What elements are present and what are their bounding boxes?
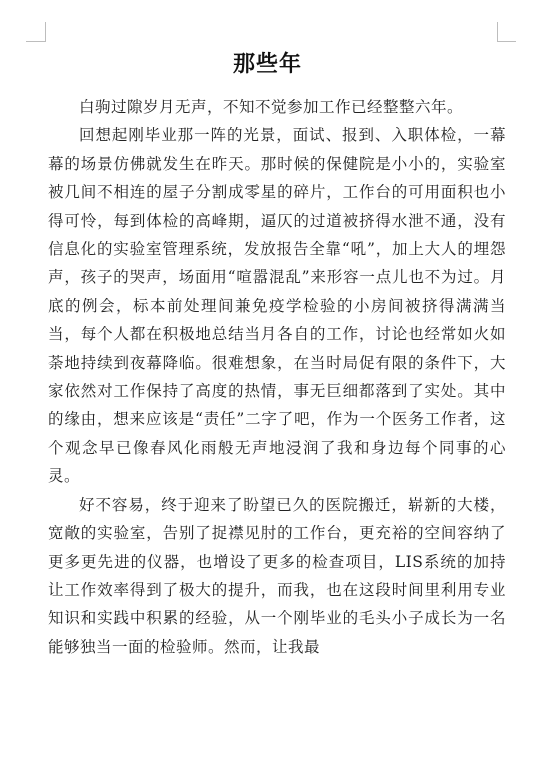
paragraph-1: 白驹过隙岁月无声，不知不觉参加工作已经整整六年。 xyxy=(79,98,464,116)
crop-mark-top-left-vertical xyxy=(45,22,46,42)
paragraph-2: 回想起刚毕业那一阵的光景，面试、报到、入职体检，一幕幕的场景仿佛就发生在昨天。那时候的保健院是小小的，实验室被几间不相连的屋子分割成零星的碎片，工作台的可用面积也小得可怜，每到体检的高峰期，逼仄的过道被挤得水泄不通，没有信息化的实验室管理系统，发放报告全靠“吼”，加上大人的埋怨声，孩子的哭声，场面用“喧嚣混乱”来形容一点儿也不为过。月底的例会，标本前处理间兼免疫学检验的小房间被挤得满满当当，每个人都在积极地总结当月各自的工作，讨论也经常如火如荼地持续到夜幕降临。很难想象，在当时局促有限的条件下，大家依然对工作保持了高度的热情，事无巨细都落到了实处。其中的缘由，想来应该是“责任”二字了吧，作为一个医务工作者，这个观念早已像春风化雨般无声地浸润了我和身边每个同事的心灵。 xyxy=(48,126,506,486)
paragraph-3: 好不容易，终于迎来了盼望已久的医院搬迁，崭新的大楼，宽敞的实验室，告别了捉襟见肘的工作台，更充裕的空间容纳了更多更先进的仪器，也增设了更多的检查项目，LIS系统的加持让工作效率得到了极大的提升，而我，也在这段时间里利用专业知识和实践中积累的经验，从一个刚毕业的毛头小子成长为一名能够独当一面的检验师。然而，让我最 xyxy=(48,495,506,656)
document-title: 那些年 xyxy=(232,51,302,77)
crop-mark-top-right-vertical xyxy=(497,22,498,42)
document-body xyxy=(48,93,506,661)
crop-mark-top-left-horizontal xyxy=(26,41,45,42)
crop-mark-top-right-horizontal xyxy=(497,41,516,42)
